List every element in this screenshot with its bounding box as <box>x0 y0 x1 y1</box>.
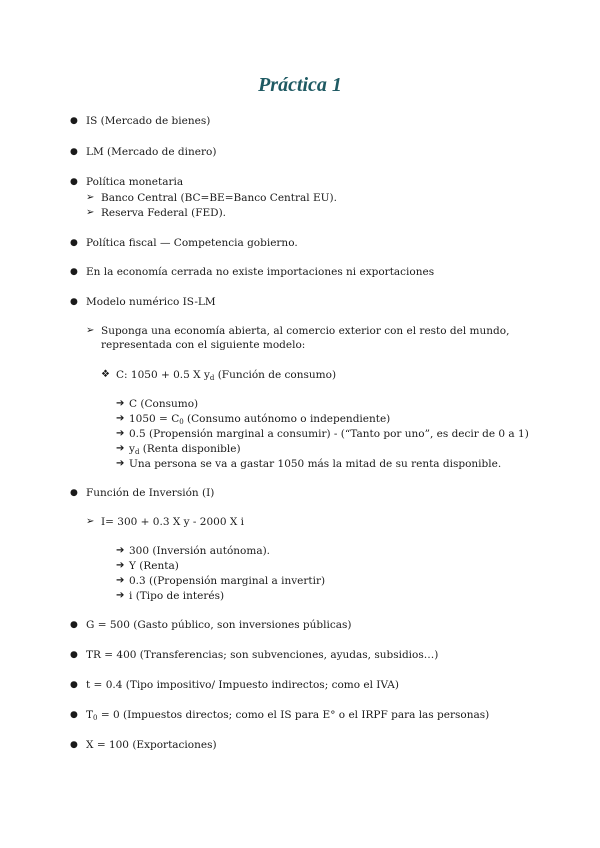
list-item-x: X = 100 (Exportaciones) <box>86 739 217 751</box>
bullet-icon: ● <box>70 710 78 720</box>
bullet-icon: ● <box>70 147 78 157</box>
detail-c-consumo: C (Consumo) <box>129 398 199 410</box>
bullet-icon: ● <box>70 177 78 187</box>
detail-inv-03: 0.3 ((Propensión marginal a invertir) <box>129 575 326 587</box>
arrowhead-icon: ➢ <box>86 325 95 336</box>
arrow-right-icon: ➔ <box>116 575 125 586</box>
list-item-t0: $T_0 = 0$ (Impuestos directos; como el IS para E° o el IRPF para las personas) <box>86 709 490 722</box>
list-item-t: t = 0.4 (Tipo impositivo/ Impuesto indirectos; como el IVA) <box>86 679 399 691</box>
arrow-right-icon: ➔ <box>116 590 125 601</box>
arrow-right-icon: ➔ <box>116 545 125 556</box>
sub-item-banco-central: Banco Central (BC=BE=Banco Central EU). <box>101 192 337 204</box>
arrow-right-icon: ➔ <box>116 458 125 469</box>
list-item-tr: TR = 400 (Transferencias; son subvenciones, ayudas, subsidios…) <box>86 649 439 661</box>
arrow-right-icon: ➔ <box>116 428 125 439</box>
list-item-modelo: Modelo numérico IS-LM <box>86 296 216 308</box>
list-item-cerrada: En la economía cerrada no existe importaciones ni exportaciones <box>86 266 435 278</box>
bullet-icon: ● <box>70 488 78 498</box>
arrowhead-icon: ➢ <box>86 207 95 218</box>
inversion-equation: I= 300 + 0.3 X y - 2000 X i <box>101 516 245 528</box>
arrowhead-icon: ➢ <box>86 192 95 203</box>
page-title: Práctica 1 <box>258 74 342 96</box>
bullet-icon: ● <box>70 680 78 690</box>
detail-inv-300: 300 (Inversión autónoma). <box>129 545 271 557</box>
list-item-monetaria: Política monetaria <box>86 176 184 188</box>
detail-propension: 0.5 (Propensión marginal a consumir) - (“Tanto por uno”, es decir de 0 a 1) <box>129 428 529 440</box>
arrow-right-icon: ➔ <box>116 398 125 409</box>
detail-inv-y: Y (Renta) <box>129 560 179 572</box>
bullet-icon: ● <box>70 650 78 660</box>
list-item-g: G = 500 (Gasto público, son inversiones públicas) <box>86 619 352 631</box>
arrow-right-icon: ➔ <box>116 560 125 571</box>
arrow-right-icon: ➔ <box>116 443 125 454</box>
bullet-icon: ● <box>70 267 78 277</box>
detail-inv-i: i (Tipo de interés) <box>129 590 225 602</box>
detail-c0: $1050 = C_0$ (Consumo autónomo o independiente) <box>129 413 391 426</box>
consumo-equation: C: 1050 + 0.5 X $y_d$ (Función de consumo) <box>116 369 337 382</box>
sub-item-reserva-federal: Reserva Federal (FED). <box>101 207 227 219</box>
bullet-icon: ● <box>70 238 78 248</box>
diamond-bullet-icon: ❖ <box>101 369 110 380</box>
detail-yd: $y_d$ (Renta disponible) <box>129 443 241 456</box>
list-item-lm: LM (Mercado de dinero) <box>86 146 217 158</box>
list-item-inversion: Función de Inversión (I) <box>86 487 215 499</box>
arrow-right-icon: ➔ <box>116 413 125 424</box>
bullet-icon: ● <box>70 620 78 630</box>
bullet-icon: ● <box>70 297 78 307</box>
detail-persona: Una persona se va a gastar 1050 más la mitad de su renta disponible. <box>129 458 502 470</box>
arrowhead-icon: ➢ <box>86 516 95 527</box>
list-item-is: IS (Mercado de bienes) <box>86 115 211 127</box>
bullet-icon: ● <box>70 116 78 126</box>
list-item-fiscal: Política fiscal — Competencia gobierno. <box>86 237 298 249</box>
sub-item-suponga: Suponga una economía abierta, al comercio exterior con el resto del mundo, representada con el siguiente modelo: <box>101 325 510 351</box>
bullet-icon: ● <box>70 740 78 750</box>
